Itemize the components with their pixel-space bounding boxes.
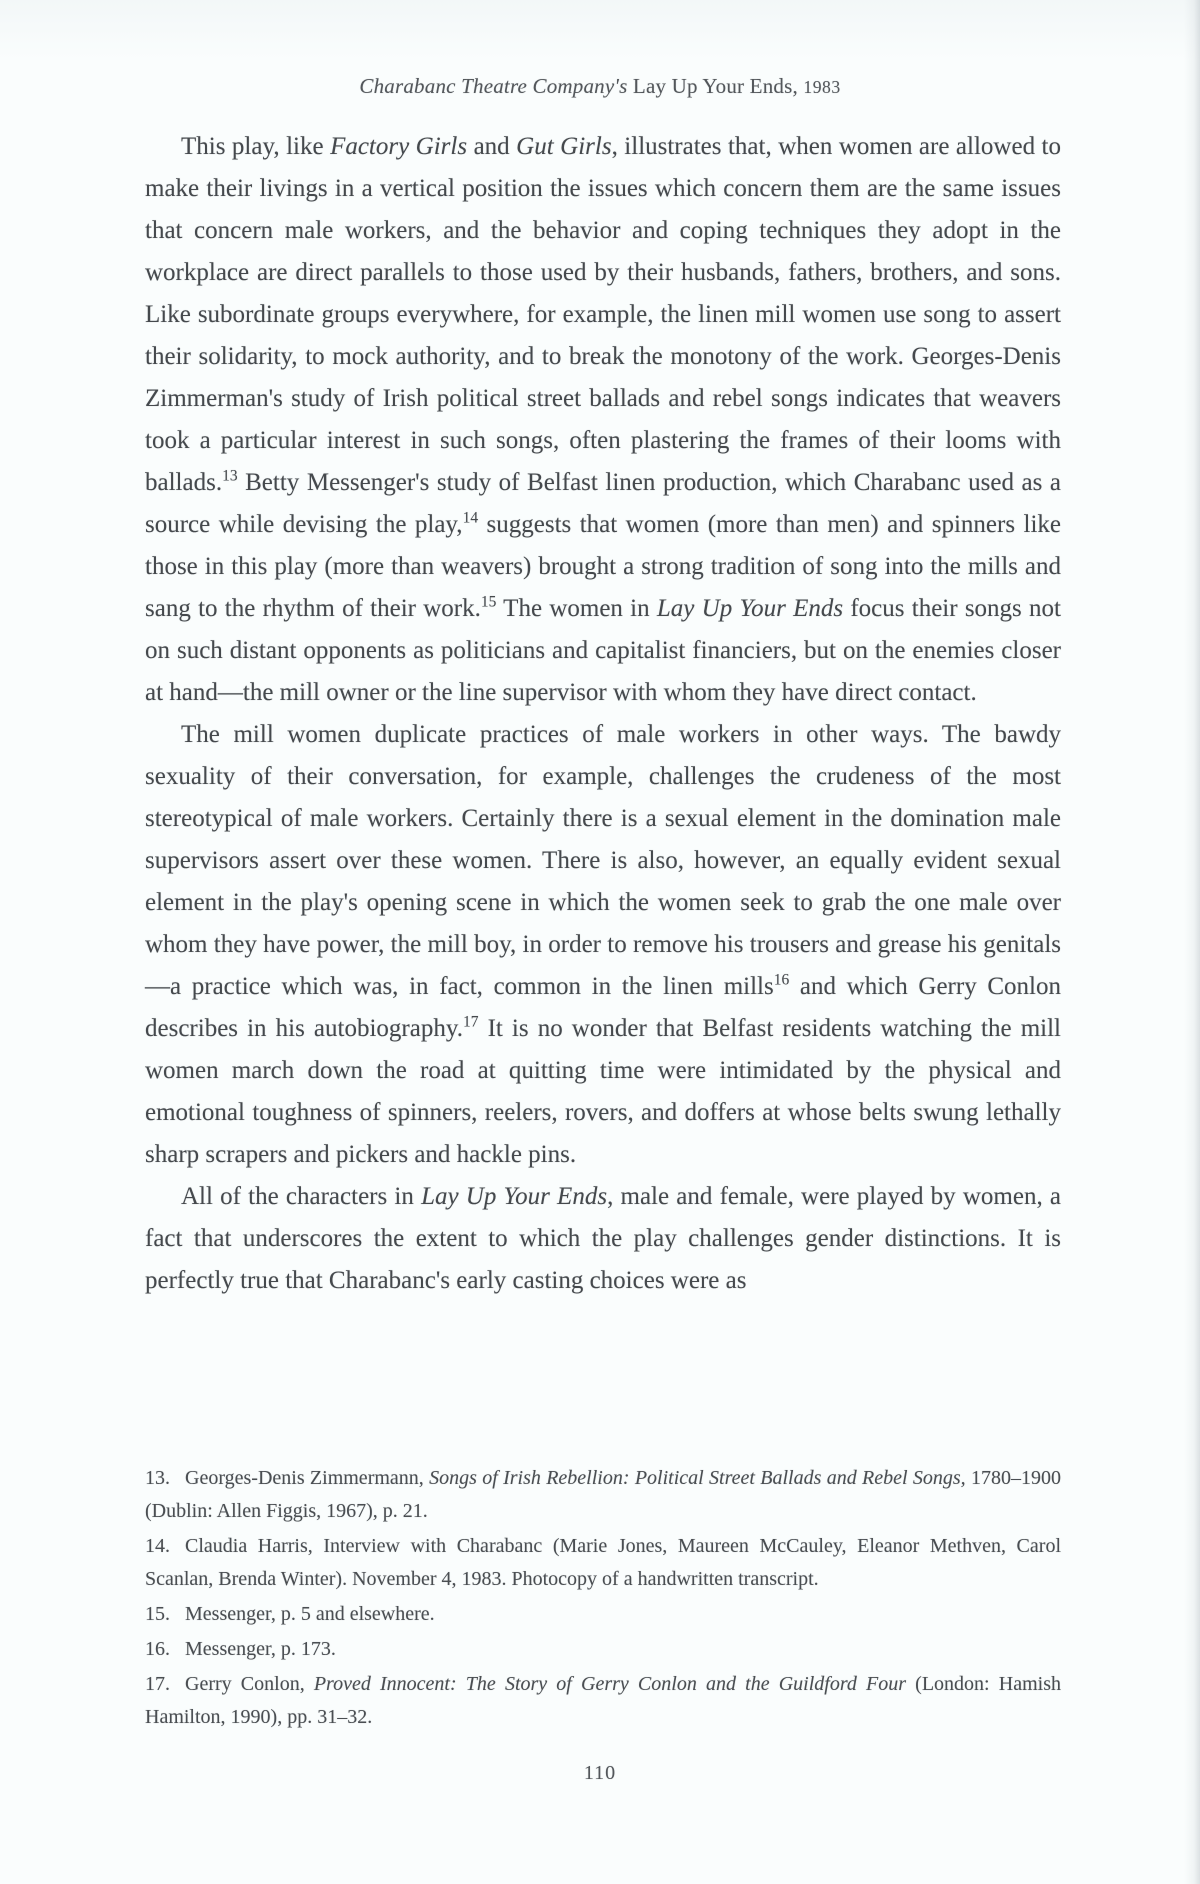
text-segment: Factory Girls (330, 133, 468, 160)
paragraph (145, 126, 1061, 714)
text-segment: Gut Girls (516, 133, 612, 160)
running-head (0, 74, 1200, 99)
footnote (145, 1598, 1061, 1631)
text-segment: All of the characters in (181, 1183, 422, 1210)
text-segment: , male and female, were played by women, a fact that underscores the extent to which the play challenges gender distinctions. It is perfectly true that Charabanc's early casting choices were as (145, 1183, 1061, 1294)
text-segment: The mill women duplicate practices of male workers in other ways. The bawdy sexuality of their conversation, for example, challenges the crudeness of the most stereotypical of male workers. Certainly there is a sexual element in the domination male supervisors assert over these women. There is also, however, an equally evident sexual element in the play's opening scene in which the women seek to grab the one male over whom they have power, the mill boy, in order to remove his trousers and grease his genitals—a practice which was, in fact, common in the linen mills (145, 721, 1061, 1000)
footnote-marker: 14 (462, 509, 479, 527)
text-segment: 1780–1900 (Dublin: Allen Figgis, 1967), p. 21. (145, 1467, 1061, 1522)
text-segment: 1983 (803, 77, 841, 97)
text-segment: suggests that women (more than men) and spinners like those in this play (more than weavers) brought a strong tradition of song into the mills and sang to the rhythm of their work. (145, 511, 1062, 622)
footnote-number: 16. (145, 1638, 170, 1660)
text-segment: Lay Up Your Ends (656, 595, 844, 622)
footnote-marker: 17 (462, 1013, 479, 1031)
footnotes (145, 1462, 1061, 1736)
text-segment: and which Gerry Conlon describes in his autobiography. (145, 973, 1061, 1042)
text-segment: This play, like (181, 133, 331, 160)
footnote (145, 1668, 1061, 1734)
text-segment: focus their songs not on such distant opponents as politicians and capitalist financiers, but on the enemies closer at hand—the mill owner or the line supervisor with whom they have direct contact. (145, 595, 1061, 706)
text-segment: The women in (496, 595, 657, 622)
footnote (145, 1633, 1061, 1666)
footnote (145, 1462, 1061, 1528)
text-segment: Claudia Harris, Interview with Charabanc (Marie Jones, Maureen McCauley, Eleanor Methven, Carol Scanlan, Brenda Winter). November 4, 1983. Photocopy of a handwritten transcript. (145, 1535, 1061, 1590)
text-segment: Gerry Conlon, (185, 1673, 314, 1695)
text-segment: Messenger, p. 5 and elsewhere. (185, 1603, 435, 1625)
footnote-number: 15. (145, 1603, 170, 1625)
text-segment: Songs of Irish Rebellion: Political Street Ballads and Rebel Songs, (429, 1467, 966, 1489)
footnote-number: 13. (145, 1467, 170, 1489)
paragraph (145, 1176, 1061, 1302)
paragraph (145, 714, 1061, 1176)
footnote-marker: 15 (480, 593, 497, 611)
page-number: 110 (583, 1762, 617, 1784)
text-segment: Georges-Denis Zimmermann, (185, 1467, 430, 1489)
footnote (145, 1530, 1061, 1596)
text-segment: and (467, 133, 517, 160)
footnote-number: 14. (145, 1535, 170, 1557)
text-segment: Messenger, p. 173. (185, 1638, 336, 1660)
text-segment: , illustrates that, when women are allowed to make their livings in a vertical position the issues which concern them are the same issues that concern male workers, and the behavior and coping techniques they adopt in the workplace are direct parallels to those used by their husbands, fathers, brothers, and sons. Like subordinate groups everywhere, for example, the linen mill women use song to assert their solidarity, to mock authority, and to break the monotony of the work. Georges-Denis Zimmerman's study of Irish political street ballads and rebel songs indicates that weavers took a particular interest in such songs, often plastering the frames of their looms with ballads. (145, 133, 1061, 496)
text-segment: It is no wonder that Belfast residents watching the mill women march down the road at quitting time were intimidated by the physical and emotional toughness of spinners, reelers, rovers, and doffers at whose belts swung lethally sharp scrapers and pickers and hackle pins. (145, 1015, 1061, 1168)
body-text (145, 126, 1061, 1302)
text-segment: (London: Hamish Hamilton, 1990), pp. 31–32. (145, 1673, 1061, 1728)
text-segment: Lay Up Your Ends, (632, 74, 804, 98)
text-segment: Betty Messenger's study of Belfast linen production, which Charabanc used as a source while devising the play, (145, 469, 1061, 538)
footnote-number: 17. (145, 1673, 170, 1695)
text-segment: Charabanc Theatre Company's (359, 74, 633, 98)
text-segment: Lay Up Your Ends (421, 1183, 608, 1210)
footnote-marker: 16 (773, 971, 790, 989)
footnote-marker: 13 (222, 467, 238, 485)
text-segment: Proved Innocent: The Story of Gerry Conlon and the Guildford Four (313, 1673, 907, 1695)
